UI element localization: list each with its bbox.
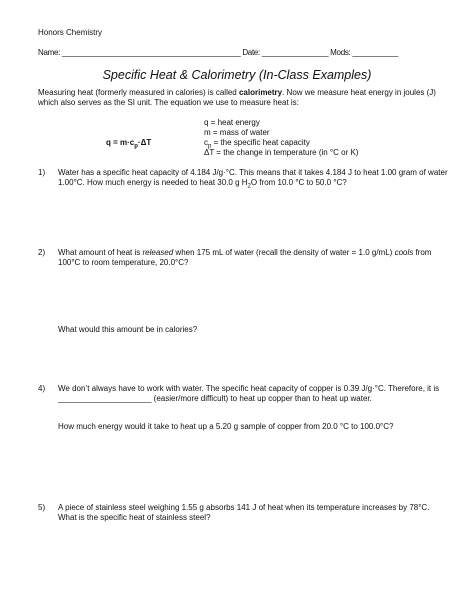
intro-paragraph (38, 88, 438, 108)
page-title: Specific Heat & Calorimetry (In-Class Examples) (102, 68, 372, 82)
question-1-number: 1) (38, 168, 46, 177)
definition-item: ΔT = the change in temperature (in °C or K) (204, 148, 359, 157)
intro-bold-term: calorimetry (238, 88, 283, 97)
definition-item: $c_p$ = the specific heat capacity (204, 138, 310, 150)
question-5-number: 5) (38, 503, 46, 512)
question-4-number: 4) (38, 384, 46, 393)
student-info-fields: Name: ___________________________________________ Date: ________________ Mods: ___________ (38, 48, 399, 57)
equation-suffix: ·ΔT (137, 138, 152, 147)
intro-text-start: Measuring heat (formerly measured in calories) is called (38, 88, 239, 97)
definition-item: q = heat energy (204, 118, 260, 127)
course-name: Honors Chemistry (38, 28, 103, 37)
question-4-followup: How much energy would it take to heat up a 5.20 g sample of copper from 20.0 °C to 100.0°C? (58, 422, 394, 431)
question-2-number: 2) (38, 248, 46, 257)
equation-prefix: q = m·c (106, 138, 135, 147)
question-2-followup: What would this amount be in calories? (58, 325, 198, 334)
equation-subscript: p (134, 143, 138, 150)
variable-definitions (204, 118, 444, 158)
intro-text-end: . Now we measure heat energy in joules (J) which also serves as the SI unit. The equation we use to measure heat is: (38, 88, 436, 107)
heat-equation (106, 138, 151, 148)
question-1-text: Water has a specific heat capacity of 4.184 J/g·°C. This means that it takes 4.184 J to heat 1.00 gram of water 1.00°C. How much energy is needed to heat 30.0 g $H_2O$ from 10.0 °C to 50.0 °C? (58, 168, 448, 190)
question-4-text: We don’t always have to work with water. The specific heat capacity of copper is 0.39 J/g·°C. Therefore, it is _____________________ (easier/more difficult) to heat up copper than to heat up water. (58, 384, 440, 403)
question-2-text: What amount of heat is released when 175 mL of water (recall the density of water = 1.0 g/mL) cools from 100°C to room temperature, 20.0°C? (58, 248, 432, 267)
question-5-text: A piece of stainless steel weighing 1.55 g absorbs 141 J of heat when its temperature increases by 78°C. What is the specific heat of stainless steel? (58, 503, 430, 522)
definition-item: m = mass of water (204, 128, 270, 137)
